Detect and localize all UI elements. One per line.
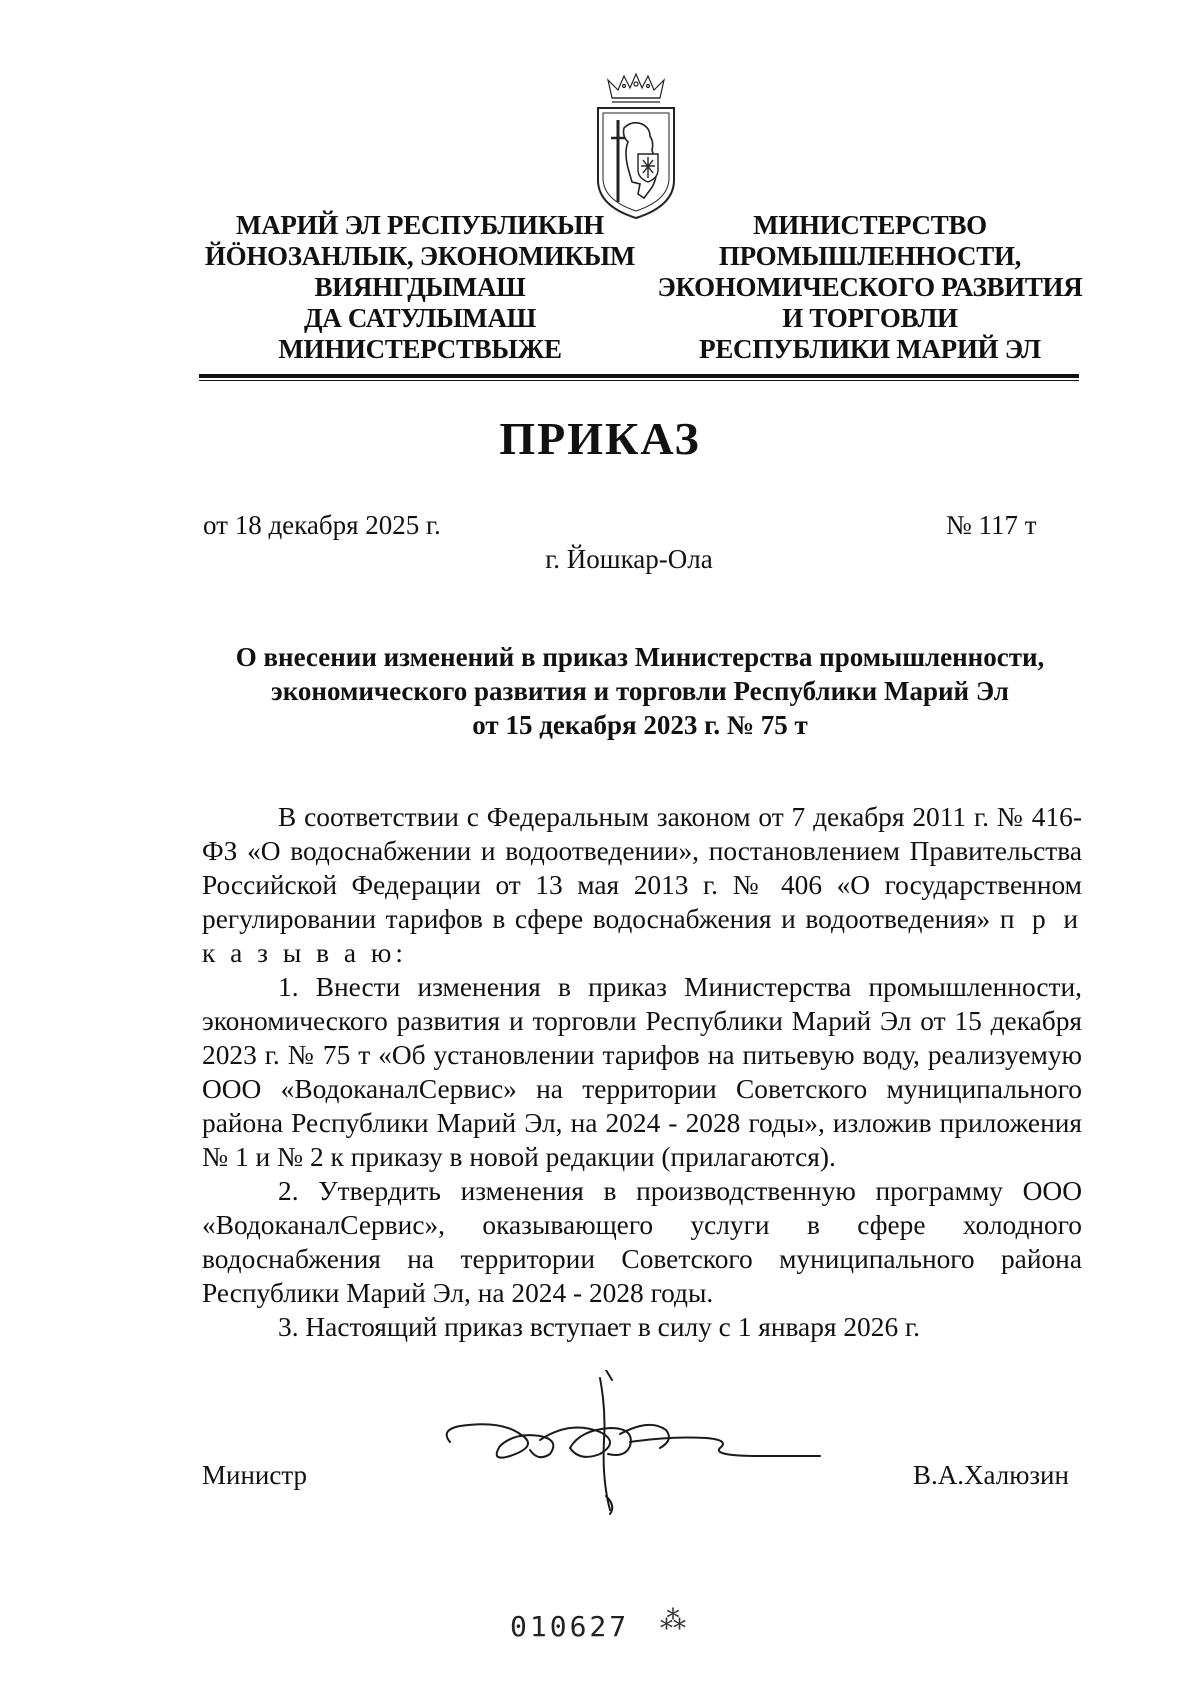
coat-of-arms-emblem	[594, 72, 678, 220]
document-body	[202, 800, 1082, 1344]
serial-mark: ⁂	[660, 1606, 686, 1635]
document-number: № 117 т	[946, 510, 1037, 540]
subject-line: О внесении изменений в приказ Министерства промышленности,	[235, 642, 1045, 672]
handwritten-signature	[430, 1370, 900, 1520]
header-divider-thin	[199, 380, 1079, 381]
header-right-line: ЭКОНОМИЧЕСКОГО РАЗВИТИЯ	[657, 272, 1083, 302]
header-left-line: МИНИСТЕРСТВЫЖЕ	[278, 334, 562, 364]
header-right-line: МИНИСТЕРСТВО	[753, 210, 987, 240]
order-word: п р и к а з ы в а ю:	[202, 904, 1082, 968]
subject-line: от 15 декабря 2023 г. № 75 т	[472, 710, 808, 740]
order-item: 2. Утвердить изменения в производственную программу ООО «ВодоканалСервис», оказывающего услуги в сфере холодного водоснабжения на территории Советского муниципального района Республики Марий Эл, на 2024 - 2028 годы.	[202, 1176, 1082, 1308]
serial-number: 010627	[510, 1610, 630, 1643]
document-title: ПРИКАЗ	[499, 413, 701, 464]
header-left-line: ВИЯНГДЫМАШ	[314, 272, 526, 302]
header-right-line: РЕСПУБЛИКИ МАРИЙ ЭЛ	[699, 334, 1041, 364]
document-date: от 18 декабря 2025 г.	[203, 510, 441, 540]
header-right-line: ПРОМЫШЛЕННОСТИ,	[718, 241, 1022, 271]
header-left-line: МАРИЙ ЭЛ РЕСПУБЛИКЫН	[236, 210, 604, 240]
header-divider-thick	[199, 374, 1079, 378]
order-item: 3. Настоящий приказ вступает в силу с 1 января 2026 г.	[278, 1312, 920, 1342]
header-left-line: ДА САТУЛЫМАШ	[303, 303, 537, 333]
header-left-line: ЙÖНОЗАНЛЫК, ЭКОНОМИКЫМ	[204, 241, 636, 271]
document-city: г. Йошкар-Ола	[545, 544, 713, 574]
header-right-ministry-name	[650, 210, 1090, 365]
preamble-paragraph	[202, 800, 1082, 970]
order-item: 1. Внести изменения в приказ Министерства промышленности, экономического развития и торговли Республики Марий Эл от 15 декабря 2023 г. № 75 т «Об установлении тарифов на питьевую воду, реализуемую ООО «ВодоканалСервис» на территории Советского муниципального района Республики Марий Эл, на 2024 - 2028 годы», изложив приложения № 1 и № 2 к приказу в новой редакции (прилагаются).	[202, 972, 1082, 1172]
header-right-line: И ТОРГОВЛИ	[782, 303, 958, 333]
subject-line: экономического развития и торговли Республики Марий Эл	[271, 676, 1009, 706]
preamble-text: В соответствии с Федеральным законом от 7 декабря 2011 г. № 416-ФЗ «О водоснабжении и водоотведении», постановлением Правительства Российской Федерации от 13 мая 2013 г. № 406 «О государственном регулировании тарифов в сфере водоснабжения и водоотведения»	[202, 802, 1082, 934]
signatory-title: Министр	[202, 1460, 307, 1490]
header-left-ministry-name	[190, 210, 650, 365]
document-subject	[200, 640, 1080, 742]
signatory-name: В.А.Халюзин	[913, 1460, 1069, 1490]
